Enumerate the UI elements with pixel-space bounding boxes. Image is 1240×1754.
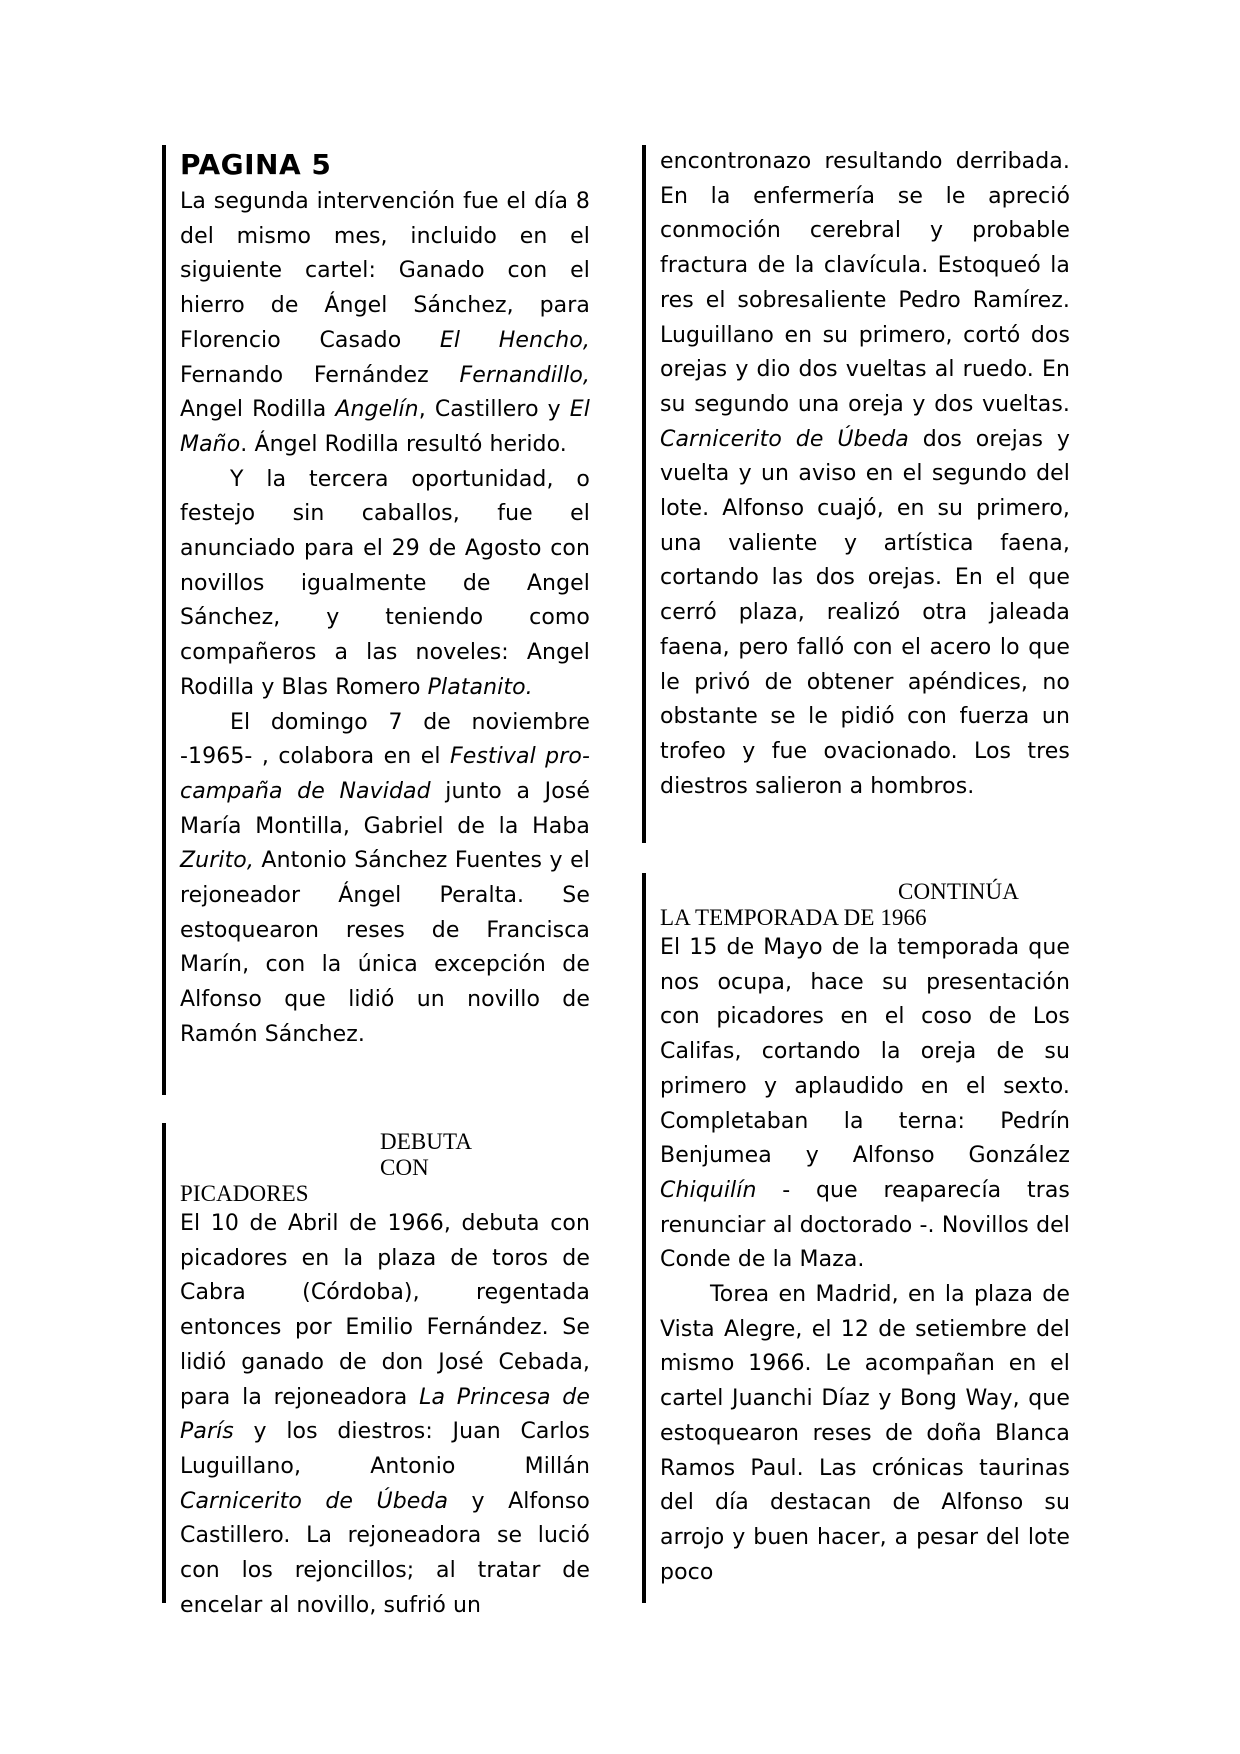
left-column-block-1 bbox=[162, 145, 590, 1095]
right-column-block-2 bbox=[642, 873, 1070, 1603]
paragraph-segunda-intervencion: La segunda intervención fue el día 8 del mismo mes, incluido en el siguiente cartel: Ganado con el hierro de Ángel Sánchez, para Florencio Casado El Hencho, Fernando Fernández Fernandillo, Angel Rodilla Angelín, Castillero y El Maño. Ángel Rodilla resultó herido. bbox=[180, 189, 590, 457]
paragraph-debuta-picadores: El 10 de Abril de 1966, debuta con picadores en la plaza de toros de Cabra (Córdoba), regentada entonces por Emilio Fernández. Se lidió ganado de don José Cebada, para la rejoneadora La Princesa de París y los diestros: Juan Carlos Luguillano, Antonio Millán Carnicerito de Úbeda y Alfonso Castillero. La rejoneadora se lució con los rejoncillos; al tratar de encelar al novillo, sufrió un bbox=[180, 1211, 590, 1618]
paragraph-15-mayo: El 15 de Mayo de la temporada que nos ocupa, hace su presentación con picadores en el coso de Los Califas, cortando la oreja de su primero y aplaudido en el sexto. Completaban la terna: Pedrín Benjumea y Alfonso González Chiquilín - que reaparecía tras renunciar al doctorado -. Novillos del Conde de la Maza. bbox=[660, 935, 1070, 1273]
right-column-block-1 bbox=[642, 145, 1070, 843]
page-heading: PAGINA 5 bbox=[180, 148, 332, 181]
paragraph-encontronazo: encontronazo resultando derribada. En la enfermería se le apreció conmoción cerebral y probable fractura de la clavícula. Estoqueó la res el sobresaliente Pedro Ramírez. Luguillano en su primero, cortó dos orejas y dio dos vueltas al ruedo. En su segundo una oreja y dos vueltas. Carnicerito de Úbeda dos orejas y vuelta y un aviso en el segundo del lote. Alfonso cuajó, en su primero, una valiente y artística faena, cortando las dos orejas. En el que cerró plaza, realizó otra jaleada faena, pero falló con el acero lo que le privó de obtener apéndices, no obstante se le pidió con fuerza un trofeo y fue ovacionado. Los tres diestros salieron a hombros. bbox=[660, 149, 1070, 799]
section-title-debuta: DEBUTA CON PICADORES bbox=[180, 1129, 473, 1206]
left-column-block-2 bbox=[162, 1123, 590, 1618]
paragraph-torea-madrid: Torea en Madrid, en la plaza de Vista Alegre, el 12 de setiembre del mismo 1966. Le acompañan en el cartel Juanchi Díaz y Bong Way, que estoquearon reses de doña Blanca Ramos Paul. Las crónicas taurinas del día destacan de Alfonso su arrojo y buen hacer, a pesar del lote poco bbox=[660, 1282, 1070, 1585]
section-title-continua: CONTINÚA LA TEMPORADA DE 1966 bbox=[660, 879, 1019, 930]
paragraph-festival-navidad: El domingo 7 de noviembre -1965- , colabora en el Festival pro-campaña de Navidad junto a José María Montilla, Gabriel de la Haba Zurito, Antonio Sánchez Fuentes y el rejoneador Ángel Peralta. Se estoquearon reses de Francisca Marín, con la única excepción de Alfonso que lidió un novillo de Ramón Sánchez. bbox=[180, 709, 590, 1047]
paragraph-tercera-oportunidad: Y la tercera oportunidad, o festejo sin caballos, fue el anunciado para el 29 de Agosto con novillos igualmente de Angel Sánchez, y teniendo como compañeros a las noveles: Angel Rodilla y Blas Romero Platanito. bbox=[180, 466, 590, 700]
